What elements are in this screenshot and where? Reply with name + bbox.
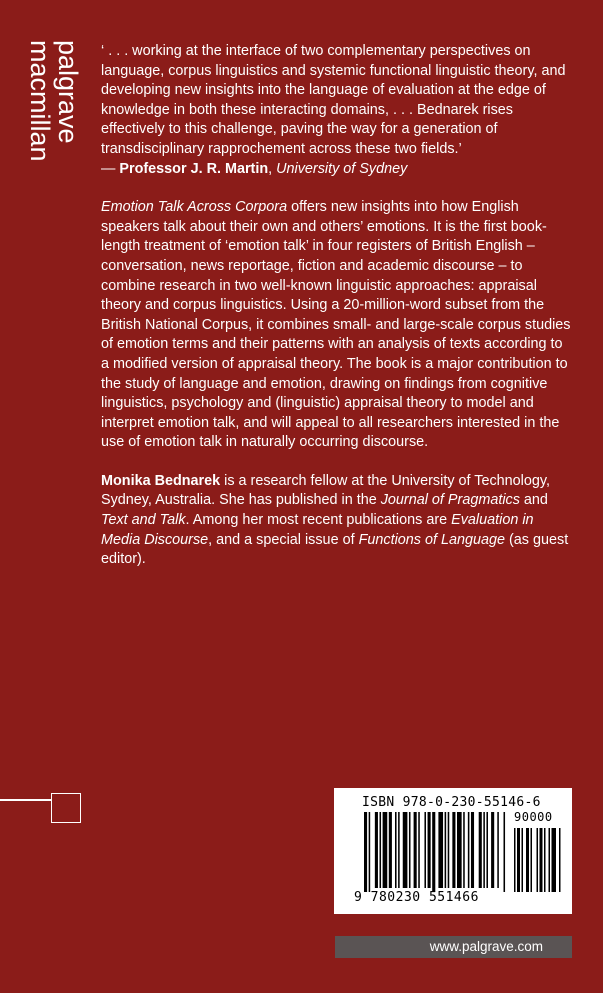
bio-text-2: and [519,492,548,509]
addon-bar [544,828,546,892]
barcode-bar [504,812,506,892]
barcode-bar [375,812,378,888]
author-name: Monika Bednarek [101,472,221,489]
barcode-bar [403,812,408,888]
barcode-bar [448,812,450,888]
barcode-bar [497,812,499,888]
barcode-bar [389,812,392,888]
addon-bar [514,828,516,892]
barcode-bar [457,812,462,888]
bio-text-5: (as guest editor). [101,531,569,568]
barcode-bar [432,812,435,892]
barcode-bar [409,812,411,888]
addon-bar [526,828,529,892]
addon-digits: 90000 [514,810,553,824]
barcode-bar [418,812,420,888]
barcode-bar [483,812,485,888]
quote-affiliation: University of Sydney [276,160,408,177]
publisher-logo [21,40,81,185]
publisher-name-line1: palgrave [53,40,83,144]
bio-journal-1: Journal of Pragmatics [380,492,520,509]
addon-bar [522,828,524,892]
barcode-bar [380,812,382,888]
bio-journal-3: Functions of Language [358,531,505,548]
book-title: Emotion Talk Across Corpora [101,199,288,216]
endorsement-quote [101,42,571,179]
marker-line [0,799,51,801]
decorative-marker [0,799,82,823]
quote-sep: , [268,160,277,177]
barcode-bar [414,812,417,888]
bio-journal-2: Text and Talk [101,512,186,529]
ean-digits: 9 780230 551466 [354,890,479,905]
barcode-bar [452,812,455,888]
back-cover-text [101,42,571,570]
addon-bar [549,828,551,892]
isbn-text: ISBN 978-0-230-55146-6 [362,795,541,810]
barcode-bar [491,812,494,888]
addon-bars [514,828,561,892]
bio-text-4: , and a special issue of [208,531,359,548]
quote-attribution [101,161,407,177]
barcode-bar [383,812,388,888]
author-bio [101,472,571,570]
bio-text-1: is a research fellow at the University of Technology, Sydney, Australia. She has published in the [101,472,550,509]
barcode-bar [364,812,367,892]
book-description [101,198,571,453]
quote-dash: — [101,160,120,177]
quote-author: Professor J. R. Martin [119,160,269,177]
barcode-panel [334,788,572,914]
addon-bar [559,828,561,892]
addon-bar [552,828,557,892]
bio-text-3: . Among her most recent publications are [185,512,452,529]
ean-bars [364,812,505,892]
barcode-bar [438,812,443,888]
barcode-bar [479,812,482,888]
barcode-bar [369,812,371,892]
description-text: offers new insights into how English speakers talk about their own and others’ emotions. It is the first book-length treatment of ‘emotion talk’ in four registers of British English – conversation, news reportage, fiction and academic discourse – to combine research in two well-known linguistic approaches: appraisal theory and corpus linguistics. Using a 20-million-word subset from the British National Corpus, it combines small- and large-scale corpus studies of emotion terms and their patterns with an analysis of texts according to a modified version of appraisal theory. The book is a major contribution to the study of language and emotion, drawing on findings from cognitive linguistics, psychology and (linguistic) appraisal theory to model and interpret emotion talk, and will appeal to all researchers interested in the use of emotion talk in naturally occurring discourse. [101,199,571,451]
addon-bar [540,828,543,892]
barcode-bar [424,812,426,888]
barcode-bar [398,812,400,888]
addon-bar [537,828,539,892]
marker-box [51,793,81,823]
barcode-bar [428,812,431,888]
barcode-bar [445,812,447,888]
quote-text: ‘ . . . working at the interface of two complementary perspectives on language, corpus linguistics and systemic functional linguistic theory, and developing new insights into the language of evaluation at the edge of knowledge in both these interacting domains, . . . Bednarek rises effectively to this challenge, paving the way for a generation of transdisciplinary rapprochement across these two fields.’ [101,43,566,157]
barcode-bar [468,812,470,888]
bio-publication: Evaluation in Media Discourse [101,512,534,548]
barcode-bar [463,812,465,888]
publisher-name-line2: macmillan [25,40,55,162]
addon-bar [517,828,520,892]
barcode-bar [486,812,488,888]
publisher-url: www.palgrave.com [335,936,572,958]
barcode-bar [395,812,397,888]
addon-bar [531,828,533,892]
barcode-bar [471,812,474,888]
